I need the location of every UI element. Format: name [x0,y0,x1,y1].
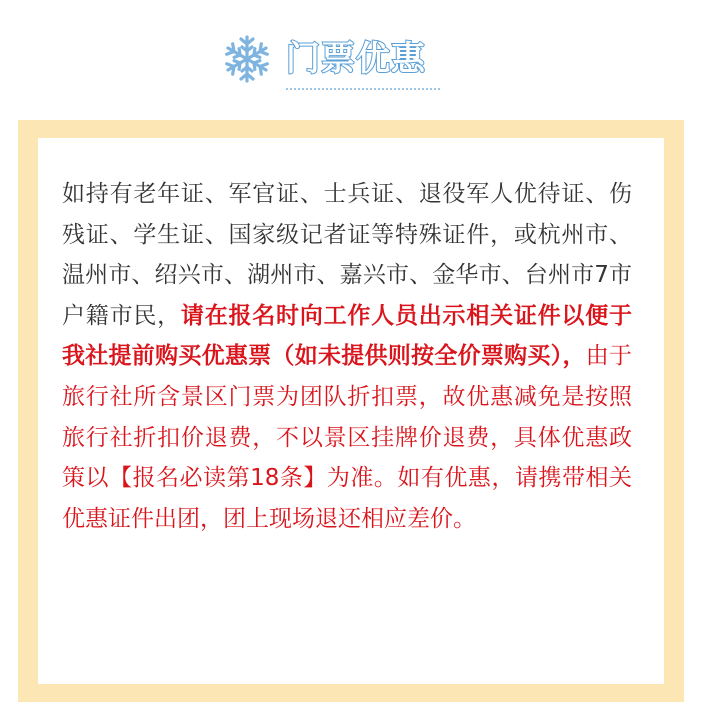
policy-refund-note: 由于旅行社所含景区门票为团队折扣票，故优惠减免是按照旅行社折扣价退费，不以景区挂牌价退费，具体优惠政策以【报名必读第18条】为准。如有优惠，请携带相关优惠证件出团，团上现场退还相应差价。 [62,343,633,532]
page-title: 门票优惠 [286,39,426,79]
title-underline [286,88,440,90]
policy-emphasis-text: 请在报名时向工作人员出示相关证件以便于我社提前购买优惠票（如未提供则按全价票购买）， [62,302,633,370]
discount-policy-text [62,174,632,539]
section-header [0,28,702,98]
policy-eligibility-text: 如持有老年证、军官证、士兵证、退役军人优待证、伤残证、学生证、国家级记者证等特殊证件，或杭州市、温州市、绍兴市、湖州市、嘉兴市、金华市、台州市7市户籍市民， [62,181,632,329]
snowflake-icon [222,34,272,84]
